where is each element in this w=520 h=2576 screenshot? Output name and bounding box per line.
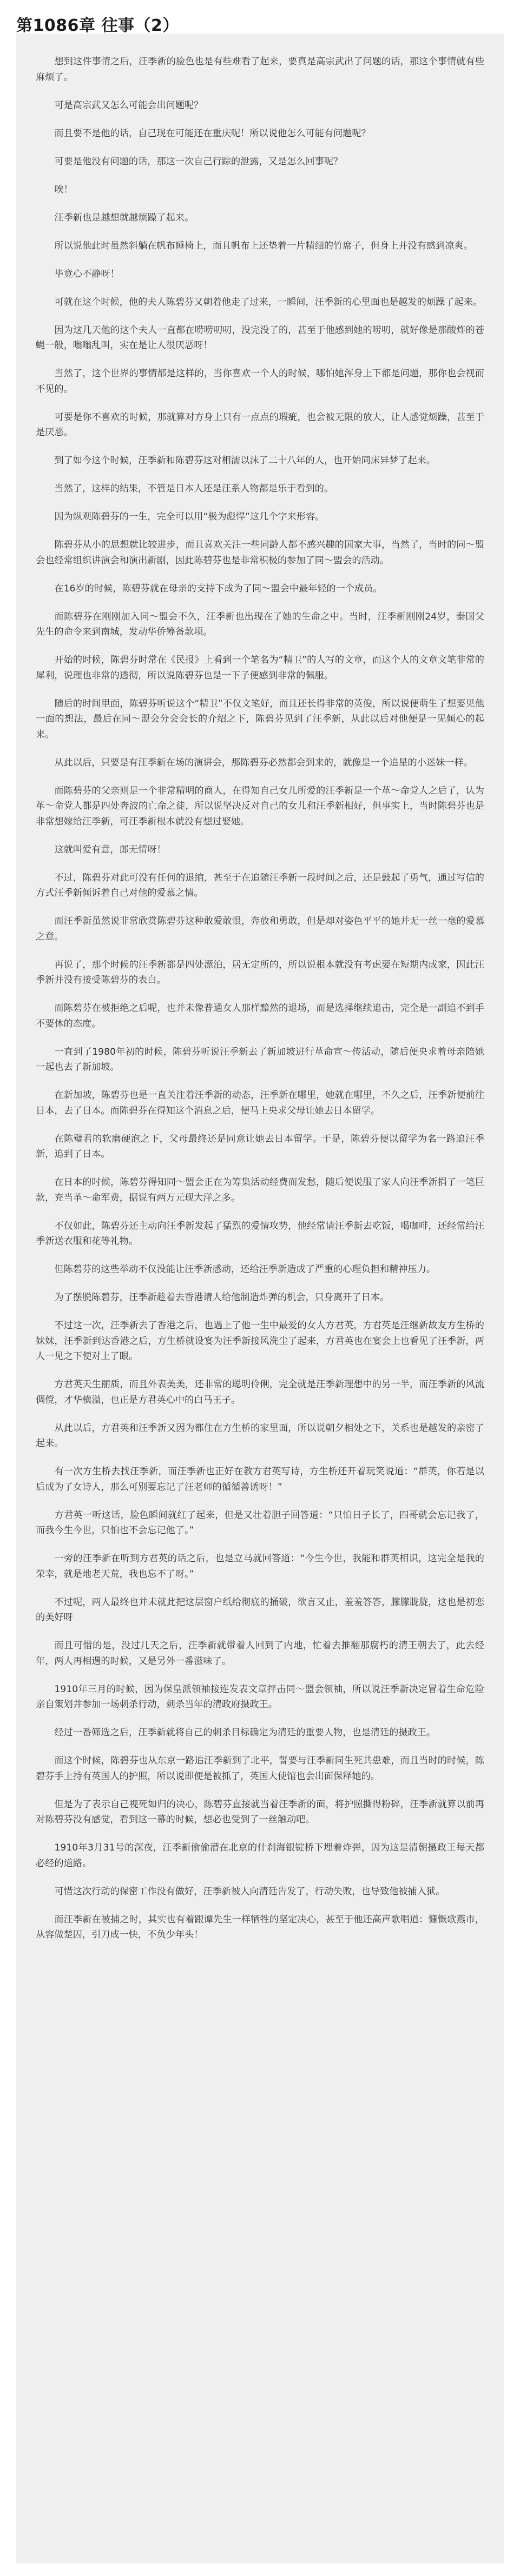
paragraph: 可就在这个时候，他的夫人陈碧芬又朝着他走了过来，一瞬间，汪季新的心里面也是越发的烦躁了起来。	[54, 296, 483, 308]
paragraph: 从此以后，只要是有汪季新在场的演讲会，那陈碧芬必然都会到来的，就像是一个追星的小迷妹一样。	[54, 757, 473, 768]
paragraph: 但是为了表示自己视死如归的决心，陈碧芬直接就当着汪季新的面，将护照撕得粉碎，汪季新就算以前再对陈碧芬没有感觉，看到这一幕的时候，想必也受到了一丝触动吧。	[36, 1799, 484, 1825]
paragraph: 这就叫爱有意，郎无情呀！	[54, 844, 166, 855]
paragraph: 因为这几天他的这个夫人一直都在唠唠叨叨，没完没了的，甚至于他感到她的唠叨，就好像是那酸炸的苍蝇一般，嗡嗡乱叫，实在是让人很厌恶呀！	[36, 324, 484, 351]
paragraph: 想到这件事情之后，汪季新的脸色也是有些难看了起来，要真是高宗武出了问题的话，那这个事情就有些麻烦了。	[36, 56, 484, 83]
paragraph: 1910年三月的时候，因为保皇派领袖接连发表文章抨击同～盟会领袖，所以说汪季新决定冒着生命危险亲自策划并参加一场刺杀行动，刺杀当年的清政府摄政王。	[36, 1683, 484, 1710]
chapter-title: 第1086章 往事（2）	[16, 16, 179, 35]
paragraph: 因为纵观陈碧芬的一生，完全可以用“极为彪悍”这几个字来形容。	[54, 511, 325, 522]
paragraph: 1910年3月31号的深夜，汪季新偷偷潜在北京的什刹海银锭桥下埋着炸弹，因为这是清朝摄政王每天都必经的道路。	[36, 1842, 484, 1869]
chapter-content	[16, 34, 504, 2564]
paragraph: 而汪季新在被捕之时，其实也有着跟谭先生一样牺牲的坚定决心，甚至于他还高声歌唱道：慷慨歌燕市，从容做楚囚，引刀成一快，不负少年头！	[36, 1914, 484, 1940]
paragraph: 方君英一听这话，脸色瞬间就红了起来，但是又壮着胆子回答道：“只怕日子长了，四哥就会忘记我了，而我今生今世，只怕也不会忘记他了。”	[36, 1509, 484, 1536]
paragraph: 而且要不是他的话，自己现在可能还在重庆呢！所以说他怎么可能有问题呢？	[54, 128, 371, 139]
paragraph: 再说了，那个时候的汪季新都是四处漂泊，居无定所的，所以说根本就没有考虑要在短期内成家，因此汪季新并没有接受陈碧芬的表白。	[36, 959, 484, 986]
paragraph: 为了摆脱陈碧芬，汪季新趁着去香港请人给他制造炸弹的机会，只身离开了日本。	[54, 1292, 390, 1303]
paragraph: 不仅如此，陈碧芬还主动向汪季新发起了猛烈的爱情攻势，他经常请汪季新去吃饭，喝咖啡，还经常给汪季新送衣服和花等礼物。	[36, 1220, 484, 1247]
paragraph: 从此以后，方君英和汪季新又因为都住在方生桥的家里面，所以说朝夕相处之下，关系也是越发的亲密了起来。	[36, 1422, 484, 1449]
paragraph: 可惜这次行动的保密工作没有做好，汪季新被人向清廷告发了，行动失败，也导致他被捕入狱。	[54, 1886, 445, 1897]
paragraph: 有一次方生桥去找汪季新，而汪季新也正好在教方君英写诗，方生桥还开着玩笑说道：“群英，你若是以后成为了女诗人，那么可别要忘记了汪老师的循循善诱呀！”	[36, 1466, 484, 1493]
paragraph: 到了如今这个时候，汪季新和陈碧芬这对相濡以沫了二十八年的人，也开始同床异梦了起来。	[54, 455, 436, 466]
paragraph: 可要是他没有问题的话，那这一次自己行踪的泄露，又是怎么回事呢？	[54, 156, 343, 167]
paragraph: 在陈璧君的软磨硬泡之下，父母最终还是同意让她去日本留学。于是，陈碧芬便以留学为名一路追汪季新，追到了日本。	[36, 1133, 484, 1160]
paragraph: 唉！	[54, 184, 73, 195]
paragraph: 毕竟心不静呀！	[54, 268, 120, 279]
paragraph: 不过呢，两人最终也并未就此把这层窗户纸给彻底的捅破，欲言又止，羞羞答答，朦朦胧胧，这也是初恋的美好呀	[36, 1596, 484, 1623]
paragraph: 而且可惜的是，没过几天之后，汪季新就带着人回到了内地，忙着去推翻那腐朽的清王朝去了，此去经年，两人再相遇的时候，又是另外一番滋味了。	[36, 1640, 484, 1667]
paragraph: 不过这一次，汪季新去了香港之后，也遇上了他一生中最爱的女人方君英，方君英是汪继新故友方生桥的妹妹，汪季新到达香港之后，方生桥就设宴为汪季新接风洗尘了起来，方君英也在宴会上也看见了汪季新，两人一见之下便对上了眼。	[36, 1320, 484, 1362]
paragraph: 在新加坡，陈碧芬也是一直关注着汪季新的动态，汪季新在哪里，她就在哪里，不久之后，汪季新便前往日本，去了日本。而陈碧芬在得知这个消息之后，便马上央求父母让她去日本留学。	[36, 1090, 484, 1116]
paragraph: 而陈碧芬的父亲则是一个非常精明的商人，在得知自己女儿所爱的汪季新是一个革～命党人之后了，认为革～命党人都是四处奔波的亡命之徒，所以说坚决反对自己的女儿和汪季新相好，但事实上，当时陈碧芬也是非常想嫁给汪季新，可汪季新根本就没有想过娶她。	[36, 785, 484, 827]
paragraph: 但陈碧芬的这些举动不仅没能让汪季新感动，还给汪季新造成了严重的心理负担和精神压力。	[54, 1264, 436, 1275]
paragraph: 而陈碧芬在被拒绝之后呢，也并未像普通女人那样黯然的退场，而是选择继续追击，完全是一副追不到手不要休的态度。	[36, 1003, 484, 1029]
paragraph: 汪季新也是越想就越烦躁了起来。	[54, 212, 194, 223]
paragraph: 随后的时间里面，陈碧芬听说这个“精卫”不仅文笔好，而且还长得非常的英俊，所以说便萌生了想要见他一面的想法，最后在同～盟会分会会长的介绍之下，陈碧芬见到了汪季新，从此以后对他便是一见倾心的起来。	[36, 698, 484, 740]
paragraph: 不过，陈碧芬对此可没有任何的退缩，甚至于在追随汪季新一段时间之后，还是鼓起了勇气，通过写信的方式汪季新倾诉着自己对他的爱慕之情。	[36, 872, 484, 898]
paragraph: 一直到了1980年初的时候，陈碧芬听说汪季新去了新加坡进行革命宣～传活动，随后便央求着母亲陪她一起也去了新加坡。	[36, 1046, 484, 1073]
paragraph: 经过一番筛选之后，汪季新就将自己的刺杀目标确定为清廷的重要人物，也是清廷的摄政王。	[54, 1727, 436, 1738]
paragraph: 当然了，这个世界的事情都是这样的，当你喜欢一个人的时候，哪怕她浑身上下都是问题，那你也会视而不见的。	[36, 368, 484, 395]
paragraph: 而这个时候，陈碧芬也从东京一路追汪季新到了北平，誓要与汪季新同生死共患难，而且当时的时候，陈碧芬手上持有英国人的护照，所以说即便是被抓了，英国大使馆也会出面保释她的。	[36, 1755, 484, 1782]
paragraph: 在日本的时候，陈碧芬得知同～盟会正在为筹集活动经费而发愁，随后便说服了家人向汪季新捐了一笔巨款，充当革～命军费，据说有两万元现大洋之多。	[36, 1177, 484, 1203]
paragraph: 陈碧芬从小的思想就比较进步，而且喜欢关注一些同龄人都不感兴趣的国家大事，当然了，当时的同～盟会也经常组织讲演会和演出新剧，因此陈碧芬也是非常积极的参加了同～盟会的活动。	[36, 540, 484, 566]
paragraph: 方君英天生丽质，而且外表美美，还非常的聪明伶俐，完全就是汪季新理想中的另一半，而汪季新的风流倜傥，才华横溢，也正是方君英心中的白马王子。	[36, 1379, 484, 1406]
paragraph: 开始的时候，陈碧芬时常在《民报》上看到一个笔名为“精卫”的人写的文章，而这个人的文章文笔非常的犀利，说理也非常的透彻，所以说陈碧芬也是一下子便感到非常的佩服。	[36, 655, 484, 681]
paragraph: 当然了，这样的结果，不管是日本人还是汪系人物都是乐于看到的。	[54, 483, 334, 494]
paragraph: 在16岁的时候，陈碧芬就在母亲的支持下成为了同～盟会中最年轻的一个成员。	[54, 583, 383, 594]
paragraph: 一旁的汪季新在听到方君英的话之后，也是立马就回答道：“今生今世，我能和群英相识，这完全是我的荣幸，就是地老天荒，我也忘不了呀。”	[36, 1553, 484, 1580]
paragraph: 可是高宗武又怎么可能会出问题呢？	[54, 99, 203, 111]
paragraph: 而陈碧芬在刚刚加入同～盟会不久，汪季新也出现在了她的生命之中。当时，汪季新刚刚24岁，泰国父先生的命令来到南城，发动华侨筹备款项。	[36, 611, 484, 637]
paragraph: 可要是你不喜欢的时候，那就算对方身上只有一点点的瑕疵，也会被无限的放大，让人感觉烦躁，甚至于是厌恶。	[36, 411, 484, 438]
paragraph: 所以说他此时虽然斜躺在帆布睡椅上，而且帆布上还垫着一片精细的竹席子，但身上并没有感到凉爽。	[54, 240, 473, 251]
paragraph: 而汪季新虽然说非常欣赏陈碧芬这种敢爱敢恨，奔放和勇敢，但是却对姿色平平的她并无一丝一毫的爱慕之意。	[36, 916, 484, 942]
